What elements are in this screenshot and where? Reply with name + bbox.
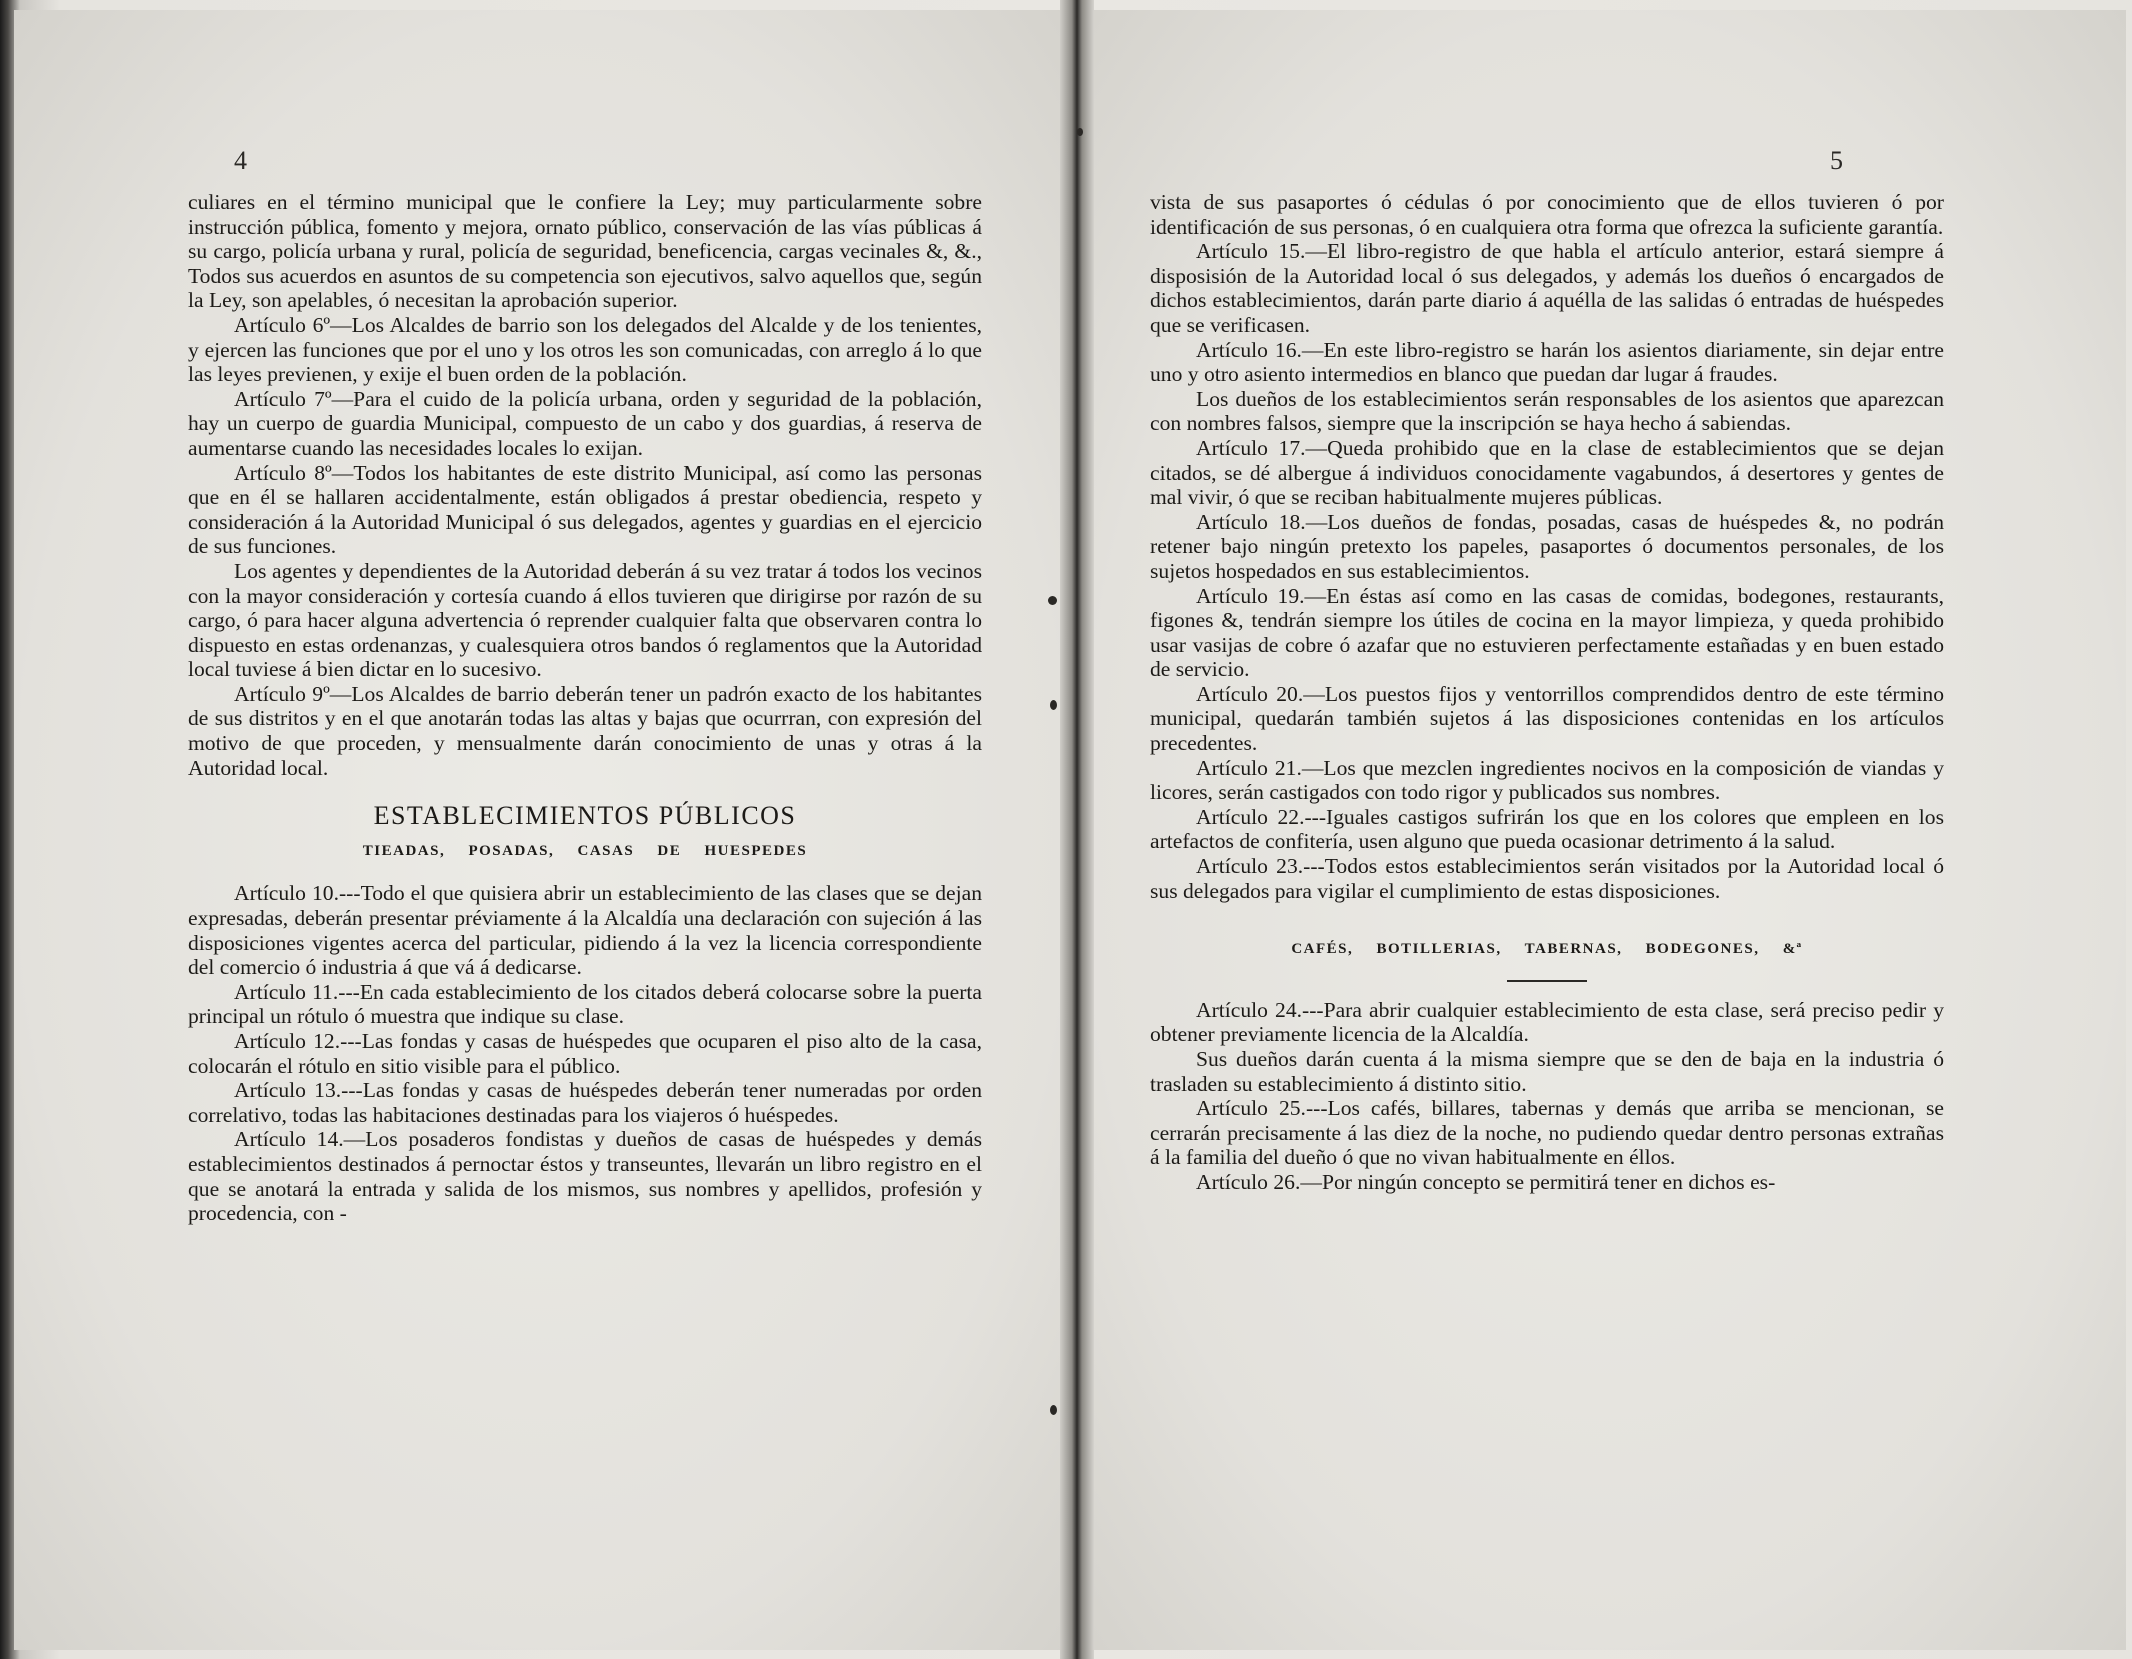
page-number-left: 4 [234, 146, 247, 175]
paragraph-article-15: Artículo 15.—El libro-registro de que habla el artículo anterior, estará siempre á disposisión de la Autoridad local ó sus delegados, y además los dueños ó encargados de dichos establecimientos, darán parte diario á aquélla de las salidas ó entradas de huéspedes que se verificasen. [1150, 239, 1944, 337]
paragraph-article-8: Artículo 8º—Todos los habitantes de este distrito Municipal, así como las personas que en él se hallaren accidentalmente, están obligados á prestar obediencia, respeto y consideración á la Autoridad Municipal ó sus delegados, agentes y guardias en el ejercicio de sus funciones. [188, 460, 982, 559]
paragraph-article-11: Artículo 11.---En cada establecimiento de los citados deberá colocarse sobre la puerta principal un rótulo ó muestra que indique su clase. [188, 979, 982, 1029]
binding-hole [1050, 700, 1057, 710]
left-text-column [188, 190, 982, 1226]
paragraph-article-13: Artículo 13.---Las fondas y casas de huéspedes deberán tener numeradas por orden correlativo, todas las habitaciones destinadas para los viajeros ó huéspedes. [188, 1078, 982, 1127]
book-gutter [1060, 0, 1094, 1659]
paragraph: Sus dueños darán cuenta á la misma siempre que se den de baja en la industria ó trasladen su establecimiento á distinto sitio. [1150, 1047, 1944, 1096]
section-title: ESTABLECIMIENTOS PÚBLICOS [373, 801, 797, 831]
binding-hole [1077, 128, 1083, 136]
paragraph-article-6: Artículo 6º—Los Alcaldes de barrio son los delegados del Alcalde y de los tenientes, y ejercen las funciones que por el uno y los otros les son comunicadas, con arreglo á lo que las leyes previenen, y exije el buen orden de la población. [188, 312, 982, 387]
paragraph-article-20: Artículo 20.—Los puestos fijos y ventorrillos comprendidos dentro de este término municipal, quedarán también sujetos á las disposiciones contenidas en los artículos precedentes. [1150, 681, 1944, 756]
paragraph-article-18: Artículo 18.—Los dueños de fondas, posadas, casas de huéspedes &, no podrán retener bajo ningún pretexto los papeles, pasaportes ó documentos personales, de los sujetos hospedados en sus establecimientos. [1150, 509, 1944, 583]
paragraph-article-22: Artículo 22.---Iguales castigos sufrirán los que en los colores que empleen en los artefactos de confitería, usen alguno que pueda ocasionar detrimento á la salud. [1150, 804, 1944, 854]
paragraph-article-10: Artículo 10.---Todo el que quisiera abrir un establecimiento de las clases que se dejan expresadas, deberán presentar préviamente á la Alcaldía una declaración con sujeción á las disposiciones vigentes acerca del particular, pidiendo á la vez la licencia correspondiente del comercio ó industria á que vá á dedicarse. [188, 881, 982, 980]
right-text-column [1150, 190, 1944, 1195]
section-rule [1507, 980, 1587, 982]
binding-hole [1050, 1405, 1057, 1415]
section-subtitle: CAFÉS, BOTILLERIAS, TABERNAS, BODEGONES, &ª [1291, 941, 1803, 958]
paragraph-article-25: Artículo 25.---Los cafés, billares, tabernas y demás que arriba se mencionan, se cerrarán precisamente á las diez de la noche, no pudiendo quedar dentro personas extrañas á la familia del dueño ó que no vivan habitualmente en éllos. [1150, 1096, 1944, 1170]
paragraph-article-16: Artículo 16.—En este libro-registro se harán los asientos diariamente, sin dejar entre uno y otro asiento intermedios en blanco que puedan dar lugar á fraudes. [1150, 337, 1944, 387]
paragraph: Los agentes y dependientes de la Autoridad deberán á su vez tratar á todos los vecinos con la mayor consideración y cortesía cuando á ellos tuvieren que dirigirse por razón de su cargo, ó para hacer alguna advertencia ó reprender cualquier falta que observaren contra lo dispuesto en estas ordenanzas, y cualesquiera otros bandos ó reglamentos que la Autoridad local tuviese á bien dictar en lo sucesivo. [188, 558, 982, 682]
paragraph-article-24: Artículo 24.---Para abrir cualquier establecimiento de esta clase, será preciso pedir y obtener previamente licencia de la Alcaldía. [1150, 997, 1944, 1047]
paragraph: Los dueños de los establecimientos serán responsables de los asientos que aparezcan con nombres falsos, siempre que la inscripción se haya hecho á sabiendas. [1150, 386, 1944, 436]
paragraph: vista de sus pasaportes ó cédulas ó por conocimiento que de ellos tuvieren ó por identificación de sus personas, ó en cualquiera otra forma que ofrezca la suficiente garantía. [1150, 190, 1944, 239]
paragraph-article-14: Artículo 14.—Los posaderos fondistas y dueños de casas de huéspedes y demás establecimientos destinados á pernoctar éstos y transeuntes, llevarán un libro registro en el que se anotará la entrada y salida de los mismos, sus nombres y apellidos, profesión y procedencia, con - [188, 1127, 982, 1226]
paragraph-article-26: Artículo 26.—Por ningún concepto se permitirá tener en dichos es- [1196, 1169, 1776, 1194]
paragraph-article-21: Artículo 21.—Los que mezclen ingredientes nocivos en la composición de viandas y licores, serán castigados con todo rigor y publicados sus nombres. [1150, 755, 1944, 805]
paragraph-article-23: Artículo 23.---Todos estos establecimientos serán visitados por la Autoridad local ó sus delegados para vigilar el cumplimiento de estas disposiciones. [1150, 854, 1944, 903]
binding-hole [1048, 596, 1057, 605]
paragraph-article-19: Artículo 19.—En éstas así como en las casas de comidas, bodegones, restaurants, figones &, tendrán siempre los útiles de cocina en la mayor limpieza, y queda prohibido usar vasijas de cobre ó azafar que no estuvieren perfectamente estañadas y en buen estado de servicio. [1150, 583, 1944, 682]
paragraph: culiares en el término municipal que le confiere la Ley; muy particularmente sobre instrucción pública, fomento y mejora, ornato público, conservación de las vías públicas á su cargo, policía urbana y rural, policía de seguridad, beneficencia, cargas vecinales &, &., Todos sus acuerdos en asuntos de su competencia son ejecutivos, salvo aquellos que, según la Ley, son apelables, ó necesitan la aprobación superior. [188, 190, 982, 313]
paragraph-article-9: Artículo 9º—Los Alcaldes de barrio deberán tener un padrón exacto de los habitantes de sus distritos y en el que anotarán todas las altas y bajas que ocurrran, con expresión del motivo de que proceden, y mensualmente darán conocimiento de unas y otras á la Autoridad local. [188, 681, 982, 780]
paragraph-article-7: Artículo 7º—Para el cuido de la policía urbana, orden y seguridad de la población, hay un cuerpo de guardia Municipal, compuesto de un cabo y dos guardias, á reserva de aumentarse cuando las necesidades locales lo exijan. [188, 386, 982, 460]
paragraph-article-12: Artículo 12.---Las fondas y casas de huéspedes que ocuparen el piso alto de la casa, colocarán el rótulo en sitio visible para el público. [188, 1029, 982, 1078]
page-number-right: 5 [1830, 146, 1843, 175]
section-subtitle: TIEADAS, POSADAS, CASAS DE HUESPEDES [362, 842, 808, 859]
paragraph-article-17: Artículo 17.—Queda prohibido que en la clase de establecimientos que se dejan citados, se dé albergue á individuos conocidamente vagabundos, á desertores y gentes de mal vivir, ó que se reciban habitualmente mujeres públicas. [1150, 435, 1944, 510]
